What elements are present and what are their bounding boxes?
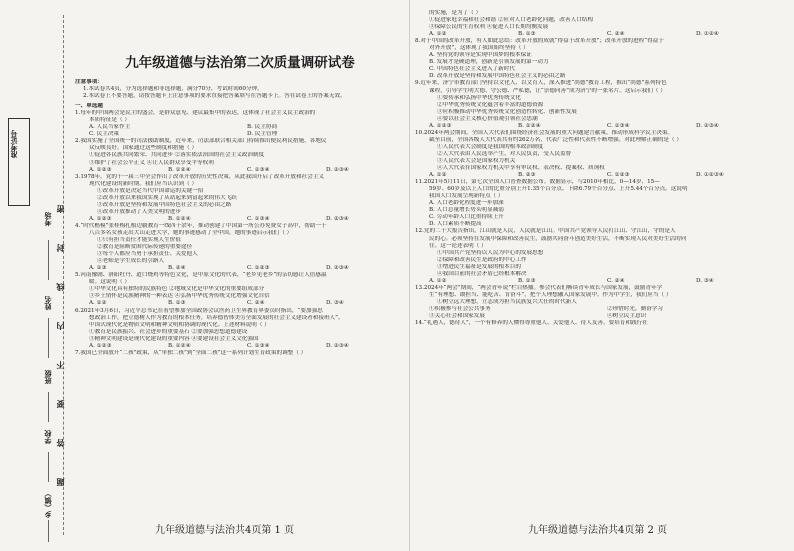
footer-page-one: 九年级道德与法治共4页第 1 页 xyxy=(155,525,295,536)
notes-header: 注意事项： xyxy=(75,79,103,85)
question-line: 对外开放”，这体现了我国始终坚持（ ） xyxy=(429,45,529,52)
question-line: 1.每年的中国两会是民主的盛会，是群众意见、建议最集中的表达，这体现了社会主义民主政治的 xyxy=(75,110,316,117)
question-line: B. 人口总量增长势头明显减弱 xyxy=(429,207,504,214)
seal-char: 不 xyxy=(55,361,65,369)
question-line: ①中国共产党坚持以人民为中心的发展思想 xyxy=(437,249,544,256)
answer-option: B. 民主协商 xyxy=(247,124,278,131)
question-line: 3.1978年，党的十一届三中全会作出了改革开放的历史性决策，从此我国开启了改革开放和社会主义 xyxy=(75,173,324,180)
question-line: D. 人口素质不断提高 xyxy=(429,221,482,228)
question-line: C. 中国特色社会主义进入了新时代 xyxy=(429,66,515,73)
question-line: 8.对于中国的改革开放，有人如此总结：改革开放的成就“得益于改革开放”；改革开放的进程“得益于 xyxy=(415,38,664,45)
question-line: 现代化建设的新时期。我们应当认识到（ ） xyxy=(89,180,198,187)
question-line: 众反映良好。国家通过这些制度和措施（ ） xyxy=(89,145,198,152)
answer-option: A. ①②③ xyxy=(89,342,112,349)
question-line: ②人大代表由人民选举产生，对人民负责，受人民监督 xyxy=(437,150,572,157)
answer-option: ④树立民主意识 xyxy=(607,313,647,320)
answer-option: D. ②③④ xyxy=(326,166,349,173)
answer-option: D. ②③④ xyxy=(696,122,719,129)
question-line: 往。这一论述表明（ ） xyxy=(429,242,487,249)
seal-char: 要 xyxy=(55,400,65,408)
question-line: ③每个人都应当勇于承担责任、关爱他人 xyxy=(97,251,198,258)
answer-option: A. ①②③ xyxy=(89,166,112,173)
question-line: 14.“礼遇人，德待人”，一个有修养的人懂得尊重他人、关爱他人、待人友善。要培育和践行社 xyxy=(415,320,648,327)
answer-option: ②珍惜时光，勤奋学习 xyxy=(607,305,663,312)
answer-option: C. ①③④ xyxy=(247,166,270,173)
note-item: 1.本试卷共4页，分为选择题和非选择题，满分70分，考试时间60分钟。 xyxy=(83,86,263,93)
fill-line-class[interactable] xyxy=(48,392,49,422)
answer-option: C. 民主决策 xyxy=(89,131,120,138)
answer-option: B. ②③ xyxy=(518,172,536,179)
seal-char: 内 xyxy=(55,322,65,330)
answer-option: C. ①③④ xyxy=(247,215,270,222)
answer-option: D. ②③④ xyxy=(326,215,349,222)
answer-option: C. ②④ xyxy=(247,300,265,307)
answer-option: C. ②④ xyxy=(607,31,625,38)
question-line: D. 改革开放是坚持和发展中国特色社会主义的必由之路 xyxy=(429,73,566,80)
question-line: B. 发展才是硬道理，创新是引领发展的第一动力 xyxy=(429,59,549,66)
answer-option: B. ①②④ xyxy=(518,122,541,129)
question-line: ④我国目前的社会矛盾已经根本解决 xyxy=(437,270,527,277)
option-row xyxy=(75,131,405,138)
question-line: 民的心。必须坚持在发展中保障和改善民生，鼓励共同奋斗创造美好生活，不断实现人民对美好生活的向 xyxy=(429,235,687,242)
seal-char: 线 xyxy=(55,283,65,291)
question-line: ④老师是学生成长的引路人 xyxy=(97,258,165,265)
answer-option: C. ①③④ xyxy=(607,122,630,129)
question-line: 4.“时代楷模”张桂梅扎根边疆教育一线四十余年，推动创建了中国第一所公办免费女子高中，帮助一千 xyxy=(75,222,327,229)
answer-option: C. ①②③ xyxy=(247,265,270,272)
question-line: 中国式现代化是物质文明和精神文明相协调的现代化。上述材料说明（ ） xyxy=(89,321,270,328)
answer-option: D. ③④ xyxy=(696,277,714,284)
answer-option: C. ②④ xyxy=(607,277,625,284)
option-row xyxy=(415,278,785,285)
answer-option: ①积极参与社会公共事务 xyxy=(429,305,491,312)
question-line: ①树立远大理想，立志成为担当民族复兴大任的时代新人 xyxy=(437,298,577,305)
answer-option: C. ①③④ xyxy=(247,342,270,349)
question-line: 2.我国实施了全国统一的司法援助制度，近年来，司法部联合相关部门持续推出便民利民措施，各地民 xyxy=(75,138,327,145)
label-school: 学校 xyxy=(43,430,52,444)
answer-option: D. ①②③④ xyxy=(696,172,724,179)
question-line: ②改革开放以来我国实现了从站起来到富起来的伟大飞跃 xyxy=(97,194,237,201)
question-line: ③保障公民的生育权利 ④促进人口长期均衡发展 xyxy=(429,24,549,31)
page-two-questions xyxy=(415,10,785,327)
question-line: 12.党的二十大报告指出，江山就是人民，人民就是江山。中国共产党领导人民打江山、守江山，守的是人 xyxy=(415,228,676,235)
answer-option: B. ①②④ xyxy=(168,166,191,173)
answer-option: B. ①②④ xyxy=(168,342,191,349)
question-line: ④人大代表在国家权力机关中享有审议权、表决权、提案权、质询权 xyxy=(437,165,605,172)
label-town: 乡（镇） xyxy=(43,490,52,518)
question-line: ②教育是阻断贫困代际传递的重要途径 xyxy=(97,244,193,251)
question-line: 9.近年来，济宁市教育部门坚持以文化人、以文育人，深入推进“尚德”教育工程，推出“尚德”系列特色 xyxy=(415,80,667,87)
question-line: ①教育是民族振兴、社会进步的重要基石 ②要加强思想道德建设 xyxy=(89,328,248,335)
question-line: ①中华文化具有独特的民族特色 ②地域文化是中华文化的重要组成部分 xyxy=(89,286,265,293)
question-line: A. 坚持党的领导是实现中国梦的根本保证 xyxy=(429,52,532,59)
question-line: ③乡土情怀是民族精神的一种表达 ④弘扬中华优秀传统文化增强文化自信 xyxy=(89,293,270,300)
question-line: 11.2021年5月11日，第七次全国人口普查数据公布。数据显示，与2010年相比，0—14岁、15— xyxy=(415,179,660,186)
question-line: ②中华优秀传统文化蕴含着丰富的道德资源 xyxy=(437,101,544,108)
option-row xyxy=(75,265,405,272)
label-class: 班级 xyxy=(43,370,52,384)
option-row xyxy=(415,313,785,320)
question-line: ①只有担当责任才能实现人生价值 xyxy=(97,237,181,244)
answer-option: B. ①③ xyxy=(168,300,186,307)
answer-option: A. ①② xyxy=(429,31,447,38)
question-line: 13.2024年“两会”期间，“两会青年说”栏目热播。参会代表们畅谈青年成长与国家发展，鼓励青年学 xyxy=(415,284,663,291)
answer-option: B. ②④ xyxy=(168,265,186,272)
answer-option: C. ①②③ xyxy=(607,172,630,179)
answer-option: A. ①②③ xyxy=(429,122,452,129)
answer-option: A. ①② xyxy=(89,300,107,307)
answer-option: B. ①③ xyxy=(518,277,536,284)
question-line: ③改革开放是坚持和发展中国特色社会主义的必由之路 xyxy=(97,201,232,208)
question-line: ④要以社会主义核心价值观引领社会思潮 xyxy=(437,115,538,122)
note-item: 2.本试卷上不要答题，请按答题卡上注意事项的要求直接把答案填写在答题卡上。答在试卷上的答案无效。 xyxy=(83,93,346,100)
question-line: 59岁、60岁及以上人口的比重分别上升1.35个百分点、下降6.79个百分点、上升5.44个百分点。这说明 xyxy=(429,186,688,193)
answer-option: A. ①②③ xyxy=(89,215,112,222)
page-one xyxy=(75,12,405,357)
question-line: 10.2024年两会期间，全国人大代表们围绕经济社会发展的重大问题建言献策，推动形成科学民主决策。 xyxy=(415,129,674,136)
answer-option: D. ②③④ xyxy=(326,265,349,272)
seal-char: 题 xyxy=(55,478,65,486)
answer-option: A. 人民当家作主 xyxy=(89,124,131,131)
page-one-questions xyxy=(75,110,405,357)
question-line: ①促进家庭幸福和社会和谐 ②应对人口老龄化问题，改善人口结构 xyxy=(429,17,593,24)
answer-option: D. ③④ xyxy=(326,300,344,307)
page-two xyxy=(415,10,785,327)
footer-page-two: 九年级道德与法治共4页第 2 页 xyxy=(528,525,668,536)
answer-option: D. ①②④ xyxy=(696,31,719,38)
option-row xyxy=(75,216,405,223)
label-exam-number: 准考证号 xyxy=(9,130,18,158)
question-line: ③精神文明建设是现代化建设的重要内容 ④要建设社会主义文化强国 xyxy=(89,335,259,342)
fill-line-school[interactable] xyxy=(48,452,49,482)
option-row xyxy=(415,31,785,38)
option-row xyxy=(75,300,405,307)
seal-char: 密 xyxy=(55,205,65,213)
fill-line-town[interactable] xyxy=(48,520,49,542)
option-row xyxy=(415,172,785,179)
question-line: 6.2021年3月6日，习近平总书记在看望参加全国政协会议医药卫生界教育界委员时指出，“要加强思 xyxy=(75,307,323,314)
question-line: ③人民代表大会是国家权力机关 xyxy=(437,157,516,164)
question-line: ①要传承和弘扬中华优秀传统文化 xyxy=(437,94,521,101)
question-line: ①人民代表大会制度是我国的根本政治制度 xyxy=(437,143,544,150)
answer-option: A. ①② xyxy=(429,172,447,179)
answer-option: A. ①② xyxy=(429,277,447,284)
option-row xyxy=(75,343,405,350)
page-divider xyxy=(409,0,410,551)
question-line: 的实施，是为了（ ） xyxy=(429,10,482,16)
label-exam-room: 考场 xyxy=(43,212,52,226)
question-line: ①促进各民族共同繁荣、共同进步 ②落实依法治国的社会主义政治制度 xyxy=(89,152,265,159)
binding-strip xyxy=(0,0,70,551)
section-heading: 一、单选题 xyxy=(75,103,103,110)
answer-option: A. ①③ xyxy=(89,265,107,272)
question-line: 暖。这说明（ ） xyxy=(89,279,130,286)
question-line: A. 人口老龄化程度进一步加深 xyxy=(429,200,504,207)
question-line: 生“有理想、敢担当、能吃苦、肯奋斗”，把个人理想融入国家发展中。作为中学生，我们应当（ ） xyxy=(429,291,672,298)
question-line: ④改革开放推动了人类文明的进步 xyxy=(97,208,181,215)
seal-char: 答 xyxy=(55,439,65,447)
fill-line-name[interactable] xyxy=(48,318,49,358)
fill-line-exam-room[interactable] xyxy=(48,240,49,280)
question-line: 5.河南豫剧、洛阳牡丹、道口烧鸡等特色文化，是中原文化的代表，“老乡见老乡”的亲切感让人倍感温 xyxy=(75,272,327,279)
answer-option: D. ②③④ xyxy=(326,342,349,349)
question-line: 课程，引导学生明大德、守公德、严私德，让“崇德向善”成为济宁的一张名片。这启示我们（ ） xyxy=(429,87,666,94)
label-name: 姓名 xyxy=(43,296,52,310)
seal-char: 封 xyxy=(55,244,65,252)
question-line: 想政治工作，把立德树人作为教育的根本任务，培养德智体美劳全面发展的社会主义建设者和接班人”。 xyxy=(89,314,344,321)
option-row xyxy=(415,123,785,130)
seal-line xyxy=(63,15,64,535)
exam-title: 九年级道德与法治第二次质量调研试卷 xyxy=(125,55,355,71)
option-row xyxy=(75,167,405,174)
option-row xyxy=(415,306,785,313)
answer-option: B. ①②④ xyxy=(168,215,191,222)
question-line: 截至目前，全国各级人大代表共有约262万名，代表广泛性和代表性不断增强。对此理解正确的是（ ） xyxy=(429,136,682,143)
question-line: ③增进民生福祉是发展的根本目的 xyxy=(437,263,521,270)
question-line: C. 劳动年龄人口比重持续上升 xyxy=(429,214,504,221)
answer-option: B. ①③ xyxy=(518,31,536,38)
question-line: ②保障和改善民生是政府的中心工作 xyxy=(437,256,527,263)
question-line: 八百多名女孩走出大山走进大学，她的事迹感动了全中国。她的事迹启示我们（ ） xyxy=(89,229,293,236)
question-line: 我国人口发展呈现新特点（ ） xyxy=(429,193,504,200)
question-line: 7.我国已全面放开“二孩”政策，从“单独二孩”到“全面二孩”这一系列计划生育政策的调整（ ） xyxy=(75,349,307,356)
question-line: ①改革开放是决定当代中国命运的关键一招 xyxy=(97,187,204,194)
question-line: 本质特征是（ ） xyxy=(89,117,130,124)
question-line: ③维护了社会公平正义 ④让人民群众享受平等权利 xyxy=(89,159,214,166)
answer-option: ③关心社会和国家发展 xyxy=(429,313,485,320)
option-row xyxy=(75,124,405,131)
question-line: ③应积极推动中华优秀传统文化创造性转化、创新性发展 xyxy=(437,108,577,115)
answer-option: D. 民主管理 xyxy=(247,131,278,138)
